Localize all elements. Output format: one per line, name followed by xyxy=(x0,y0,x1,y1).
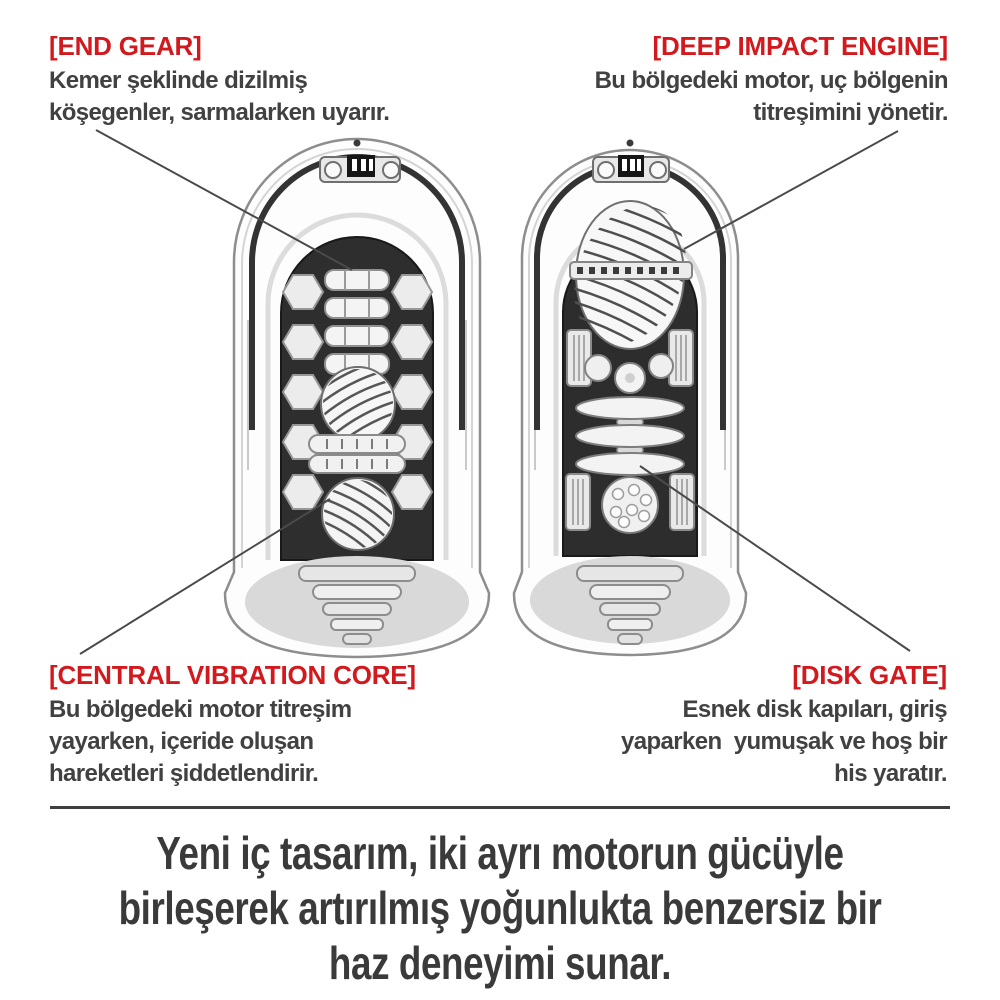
callout-line: Esnek disk kapıları, giriş xyxy=(682,696,947,723)
callout-end-gear xyxy=(49,31,389,129)
callout-line: hareketleri şiddetlendirir. xyxy=(49,760,319,787)
callout-title: [CENTRAL VIBRATION CORE] xyxy=(49,660,416,690)
callout-disk-gate xyxy=(621,660,947,790)
callout-line: yaparken yumuşak ve hoş bir xyxy=(620,728,947,755)
left-device-illustration xyxy=(225,139,489,657)
callout-central-vibration-core xyxy=(49,660,416,790)
callout-line: Kemer şeklinde dizilmiş xyxy=(49,67,308,94)
callout-title: [END GEAR] xyxy=(49,31,202,61)
summary-line: birleşerek artırılmış yoğunlukta benzersiz bir xyxy=(118,882,882,934)
summary-line: Yeni iç tasarım, iki ayrı motorun gücüyle xyxy=(156,827,844,879)
callout-line: his yaratır. xyxy=(834,760,947,787)
callout-line: titreşimini yönetir. xyxy=(753,99,948,126)
callout-line: yayarken, içeride oluşan xyxy=(49,728,314,755)
callout-line: köşegenler, sarmalarken uyarır. xyxy=(49,99,390,126)
summary-line: haz deneyimi sunar. xyxy=(328,937,672,989)
summary-paragraph xyxy=(100,826,900,991)
callout-title: [DISK GATE] xyxy=(792,660,947,690)
leader-line-deep-impact-engine xyxy=(684,131,898,249)
callout-line: Bu bölgedeki motor, uç bölgenin xyxy=(594,67,948,94)
section-divider xyxy=(50,806,950,809)
callout-title: [DEEP IMPACT ENGINE] xyxy=(652,31,948,61)
callout-line: Bu bölgedeki motor titreşim xyxy=(49,696,352,723)
right-device-illustration xyxy=(514,140,746,656)
callout-deep-impact-engine xyxy=(595,31,948,129)
